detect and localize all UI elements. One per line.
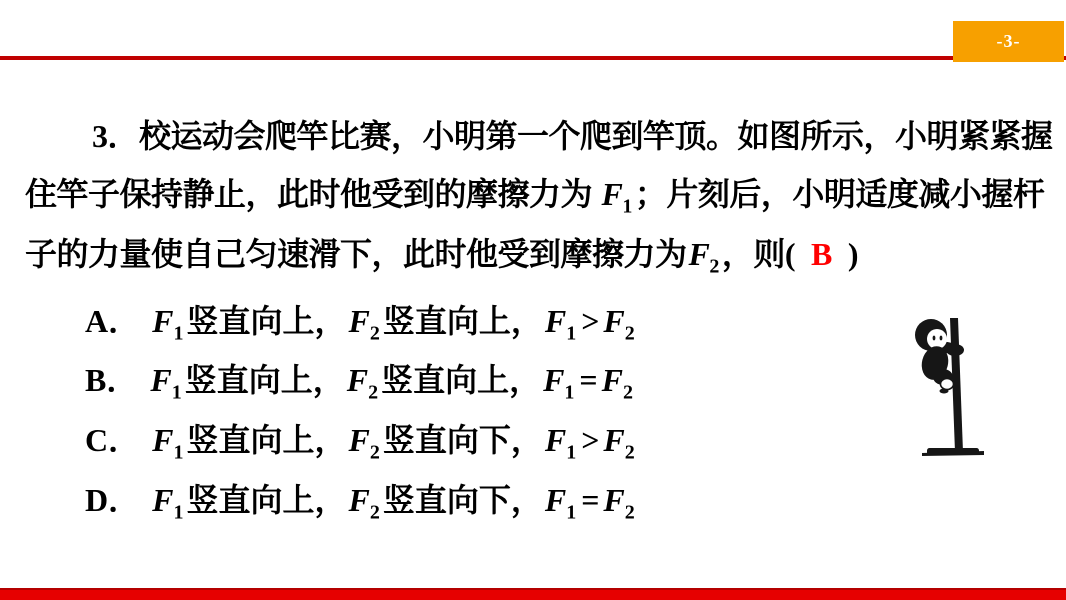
option-b: B． $F_1$竖直向上，$F_2$竖直向上，$F_1 = F_2$ bbox=[85, 362, 633, 404]
pole-climb-figure bbox=[898, 306, 1008, 468]
force-symbol-f1: $F_1$ bbox=[152, 303, 184, 345]
footer-bar bbox=[0, 588, 1066, 600]
relation-symbol: = bbox=[581, 482, 600, 518]
force-symbol-f1: $F_1$ bbox=[544, 303, 577, 345]
relation-symbol: > bbox=[581, 303, 600, 339]
answer-letter: B bbox=[811, 236, 832, 272]
question-line-1 bbox=[92, 116, 1053, 156]
force-symbol-f2: $F_2$ bbox=[348, 303, 380, 345]
force-symbol-f2: $F_2$ bbox=[346, 362, 379, 404]
option-a-label: A． bbox=[85, 303, 141, 339]
force-symbol-f1: $F_1$ bbox=[544, 482, 577, 524]
force-symbol-f1: $F_1$ bbox=[601, 176, 632, 218]
option-d: D． $F_1$竖直向上，$F_2$竖直向下，$F_1 = F_2$ bbox=[85, 482, 635, 524]
option-c-label: C． bbox=[85, 422, 141, 458]
force-symbol-f1: $F_1$ bbox=[152, 422, 184, 464]
force-symbol-f1: $F_1$ bbox=[544, 422, 577, 464]
page-number-badge: -3- bbox=[953, 21, 1064, 62]
force-symbol-f2: $F_2$ bbox=[603, 422, 635, 464]
force-symbol-f2: $F_2$ bbox=[601, 362, 633, 404]
force-symbol-f1: $F_1$ bbox=[543, 362, 575, 404]
force-symbol-f2: $F_2$ bbox=[603, 482, 635, 524]
force-symbol-f2: $F_2$ bbox=[348, 482, 380, 524]
force-symbol-f1: $F_1$ bbox=[150, 362, 182, 404]
option-d-label: D． bbox=[85, 482, 141, 518]
option-a: A． $F_1$竖直向上，$F_2$竖直向上，$F_1 > F_2$ bbox=[85, 303, 635, 345]
force-symbol-f2: $F_2$ bbox=[603, 303, 635, 345]
force-symbol-f1: $F_1$ bbox=[152, 482, 184, 524]
relation-symbol: = bbox=[579, 362, 598, 398]
option-b-label: B． bbox=[85, 362, 139, 398]
force-symbol-f2: $F_2$ bbox=[348, 422, 380, 464]
relation-symbol: > bbox=[581, 422, 600, 458]
question-line-3: 子的力量使自己匀速滑下，此时他受到摩擦力为$F_2$，则( B ) bbox=[25, 236, 859, 278]
header-divider bbox=[0, 56, 1066, 60]
force-symbol-f2: $F_2$ bbox=[688, 236, 719, 278]
option-c: C． $F_1$竖直向上，$F_2$竖直向下，$F_1 > F_2$ bbox=[85, 422, 635, 464]
question-line-2: 住竿子保持静止，此时他受到的摩擦力为 $F_1$；片刻后，小明适度减小握杆 bbox=[25, 176, 1045, 218]
question-text: 3．校运动会爬竿比赛，小明第一个爬到竿顶。如图所示，小明紧紧握 bbox=[92, 118, 1053, 154]
